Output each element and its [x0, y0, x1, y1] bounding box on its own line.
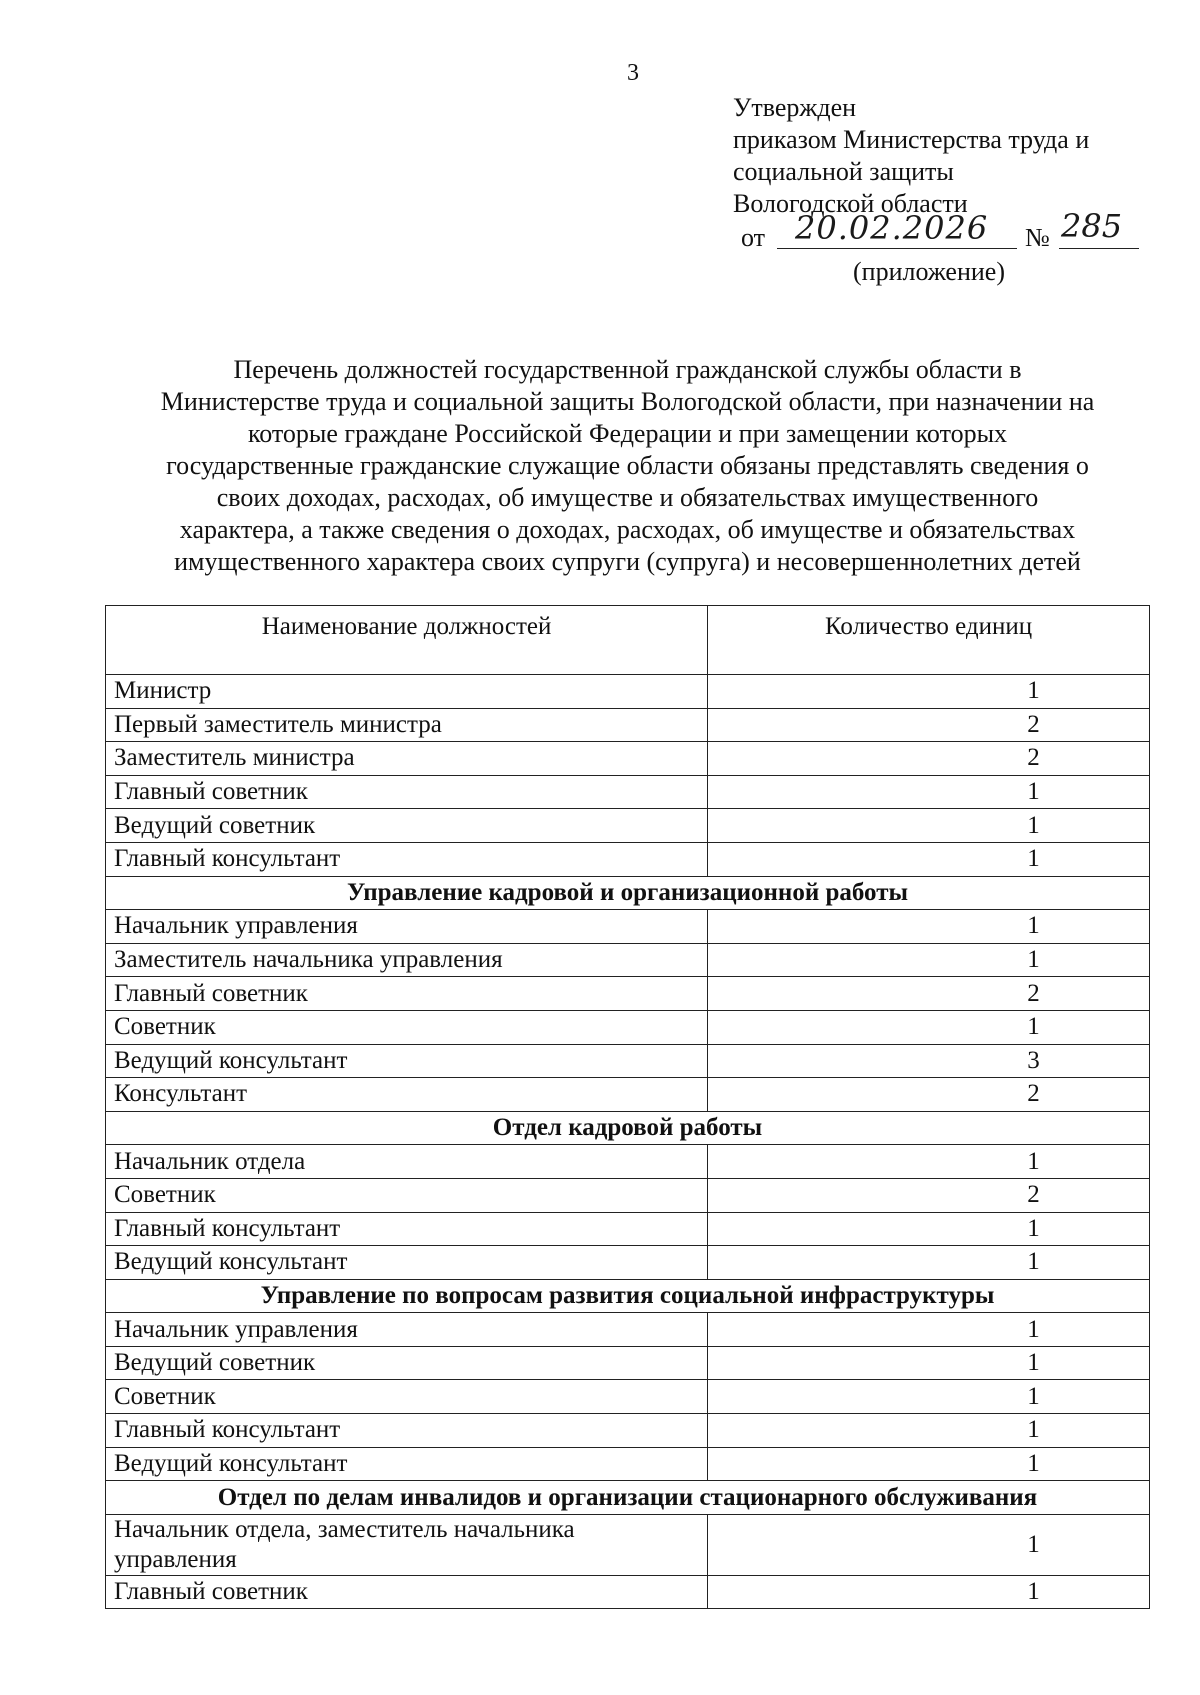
table-row: [106, 1447, 1150, 1481]
section-title: Отдел по делам инвалидов и организации стационарного обслуживания: [106, 1481, 1150, 1515]
position-count: 1: [708, 1447, 1150, 1481]
document-title: [105, 354, 1150, 578]
table-row: [106, 977, 1150, 1011]
approval-line-3: социальной защиты: [733, 157, 954, 186]
position-count: 1: [708, 943, 1150, 977]
position-name: Начальник управления: [106, 1313, 708, 1347]
header-count: Количество единиц: [708, 606, 1150, 675]
position-name: Главный советник: [106, 1575, 708, 1609]
position-name: Ведущий советник: [106, 809, 708, 843]
title-line: государственные гражданские служащие области обязаны представлять сведения о: [166, 451, 1089, 480]
position-name: Советник: [106, 1178, 708, 1212]
position-name: Консультант: [106, 1078, 708, 1112]
section-title: Управление по вопросам развития социальной инфраструктуры: [106, 1279, 1150, 1313]
table-row: [106, 1313, 1150, 1347]
position-count: 1: [708, 809, 1150, 843]
page-number: 3: [627, 60, 639, 86]
position-count: 1: [708, 1010, 1150, 1044]
position-name: Главный консультант: [106, 1212, 708, 1246]
position-name: Заместитель министра: [106, 742, 708, 776]
table-row: [106, 1380, 1150, 1414]
title-line: которые граждане Российской Федерации и при замещении которых: [247, 419, 1008, 448]
position-name: Начальник отдела: [106, 1145, 708, 1179]
table-row: [106, 1010, 1150, 1044]
date-prefix: от: [741, 223, 766, 252]
title-line: характера, а также сведения о доходах, расходах, об имуществе и обязательствах: [179, 515, 1076, 544]
position-name: Министр: [106, 675, 708, 709]
position-name: Первый заместитель министра: [106, 708, 708, 742]
position-count: 2: [708, 742, 1150, 776]
position-name: Ведущий консультант: [106, 1044, 708, 1078]
position-count: 1: [708, 1514, 1150, 1575]
position-count: 1: [708, 1313, 1150, 1347]
title-line: имущественного характера своих супруги (супруга) и несовершеннолетних детей: [174, 547, 1081, 576]
table-header-row: [106, 606, 1150, 675]
position-count: 1: [708, 675, 1150, 709]
section-row: [106, 1481, 1150, 1515]
title-line: Министерстве труда и социальной защиты Вологодской области, при назначении на: [160, 387, 1095, 416]
position-count: 2: [708, 1078, 1150, 1112]
position-name: Советник: [106, 1010, 708, 1044]
handwritten-date: 20.02.2026: [795, 209, 989, 247]
handwritten-number: 285: [1061, 207, 1123, 245]
table-row: [106, 1575, 1150, 1609]
position-name: Главный консультант: [106, 842, 708, 876]
position-count: 1: [708, 1380, 1150, 1414]
section-row: [106, 1279, 1150, 1313]
position-count: 2: [708, 977, 1150, 1011]
table-row: [106, 1044, 1150, 1078]
table-row: [106, 1212, 1150, 1246]
section-title: Управление кадровой и организационной работы: [106, 876, 1150, 910]
position-count: 1: [708, 1346, 1150, 1380]
date-underline: [777, 248, 1017, 249]
position-name: Ведущий советник: [106, 1346, 708, 1380]
position-name: Главный советник: [106, 977, 708, 1011]
position-count: 1: [708, 775, 1150, 809]
section-row: [106, 876, 1150, 910]
position-count: 1: [708, 1575, 1150, 1609]
table-row: [106, 1514, 1150, 1575]
position-name: Главный советник: [106, 775, 708, 809]
section-row: [106, 1111, 1150, 1145]
section-title: Отдел кадровой работы: [106, 1111, 1150, 1145]
table-row: [106, 842, 1150, 876]
positions-table: [105, 605, 1150, 1609]
approval-block: [733, 92, 1123, 286]
position-name: Начальник управления: [106, 910, 708, 944]
table-row: [106, 1145, 1150, 1179]
table-row: [106, 943, 1150, 977]
table-row: [106, 1414, 1150, 1448]
position-name: Ведущий консультант: [106, 1246, 708, 1280]
appendix-label: (приложение): [853, 257, 1006, 286]
table-row: [106, 742, 1150, 776]
header-position: Наименование должностей: [106, 606, 708, 675]
position-count: 1: [708, 1246, 1150, 1280]
table-row: [106, 1346, 1150, 1380]
position-name: Заместитель начальника управления: [106, 943, 708, 977]
table-row: [106, 910, 1150, 944]
table-row: [106, 775, 1150, 809]
position-name: Главный консультант: [106, 1414, 708, 1448]
position-name: Ведущий консультант: [106, 1447, 708, 1481]
table-row: [106, 1078, 1150, 1112]
table-row: [106, 1246, 1150, 1280]
position-count: 1: [708, 1414, 1150, 1448]
position-count: 1: [708, 1212, 1150, 1246]
table-row: [106, 809, 1150, 843]
number-sign: №: [1025, 223, 1050, 252]
position-count: 3: [708, 1044, 1150, 1078]
table-row: [106, 1178, 1150, 1212]
order-date-number-line: [733, 207, 1123, 286]
table-row: [106, 708, 1150, 742]
position-count: 2: [708, 1178, 1150, 1212]
number-underline: [1059, 248, 1139, 249]
approval-line-2: приказом Министерства труда и: [733, 125, 1090, 154]
title-line: Перечень должностей государственной гражданской службы области в: [233, 355, 1022, 384]
position-name: Советник: [106, 1380, 708, 1414]
position-name: Начальник отдела, заместитель начальника управления: [106, 1514, 708, 1575]
position-count: 2: [708, 708, 1150, 742]
position-count: 1: [708, 1145, 1150, 1179]
approval-line-4: Вологодской области: [733, 189, 968, 218]
table-row: [106, 675, 1150, 709]
position-count: 1: [708, 842, 1150, 876]
approval-line-1: Утвержден: [733, 93, 857, 122]
position-count: 1: [708, 910, 1150, 944]
title-line: своих доходах, расходах, об имуществе и обязательствах имущественного: [216, 483, 1039, 512]
